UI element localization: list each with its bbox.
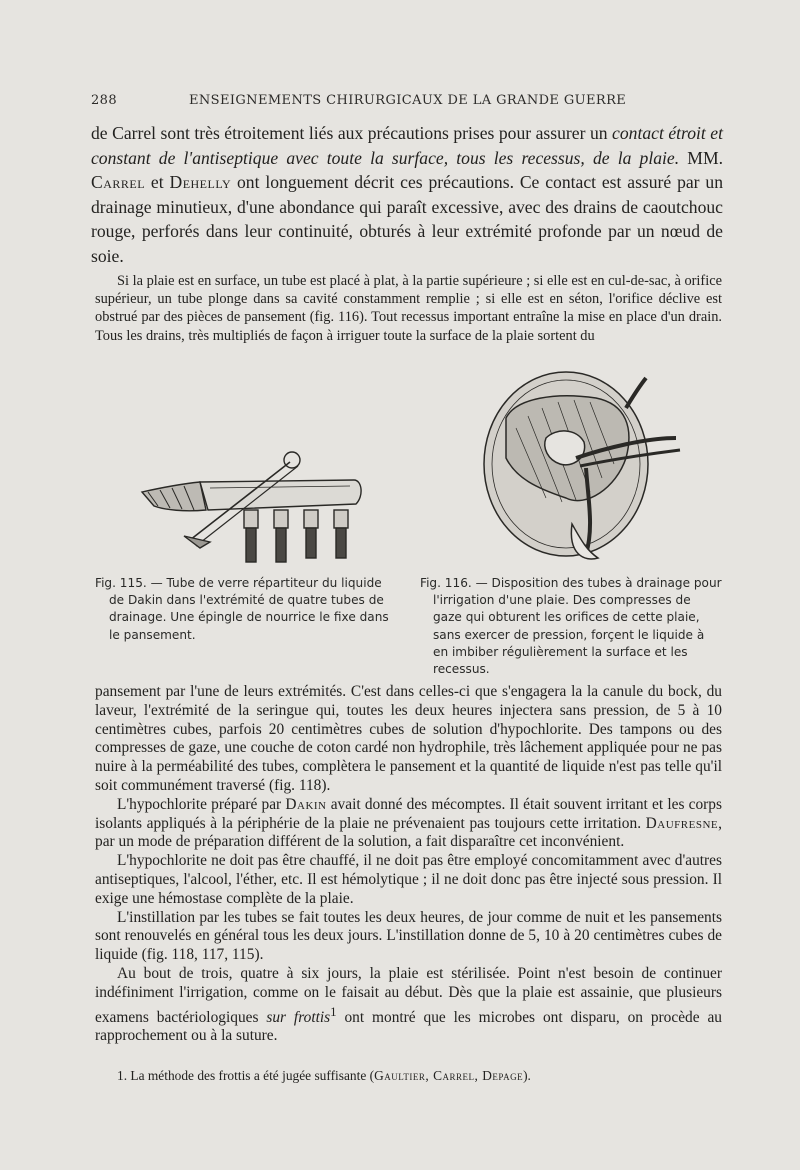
footnote-marker: 1 <box>330 1004 337 1019</box>
paragraph-instillation: L'instillation par les tubes se fait toutes les deux heures, de jour comme de nuit et les pansements sont renouvelés en général tous les deux jours. L'instillation donne de 5, 10 à 20 centimètres cubes de liquide (fig. 118, 117, 115). <box>95 908 722 964</box>
author-name: Daufresne <box>645 814 719 832</box>
figure-115-caption: Fig. 115. — Tube de verre répartiteur du liquide de Dakin dans l'extrémité de quatre tubes de drainage. Une épingle de nourrice le fixe dans le pansement. <box>95 576 389 642</box>
author-name: Dehelly <box>169 172 232 192</box>
paragraph-sterilisation: Au bout de trois, quatre à six jours, la plaie est stérilisée. Point n'est besoin de continuer indéfiniment l'irrigation, comme on le faisait au début. Dès que la plaie est assainie, que plusieurs examens bactériologiques sur frottis$^1$ ont montré que les microbes ont disparu, on procède au rapprochement ou à la suture. <box>95 964 722 1045</box>
page-number: 288 <box>91 93 118 108</box>
emphasis-text: contact étroit et constant de l'antiseptique avec toute la surface, tous les recessus, de la plaie. <box>91 123 723 168</box>
footnote: 1. La méthode des frottis a été jugée suffisante (Gaultier, Carrel, Depage). <box>117 1068 531 1083</box>
author-names: Gaultier, Carrel, Depage <box>374 1068 524 1083</box>
lead-paragraph: de Carrel sont très étroitement liés aux précautions prises pour assurer un contact étroit et constant de l'antiseptique avec toute la surface, tous les recessus, de la plaie. MM. Carrel et Dehelly ont longuement décrit ces précautions. Ce contact est assuré par un drainage minutieux, d'une abondance qui paraît excessive, avec des drains de caoutchouc rouge, perforés dans leur continuité, obturés à leur extrémité profonde par un nœud de soie. <box>91 123 723 266</box>
continuation-text <box>95 683 722 1046</box>
paragraph-hypochlorite: L'hypochlorite préparé par Dakin avait donné des mécomptes. Il était souvent irritant et les corps isolants appliqués à la périphérie de la plaie ne prévenaient pas toujours cette irritation. Daufresne, par un mode de préparation différent de la solution, a fait disparaître cet inconvénient. <box>95 795 722 851</box>
running-title: ENSEIGNEMENTS CHIRURGICAUX DE LA GRANDE GUERRE <box>189 93 627 108</box>
figure-116-caption: Fig. 116. — Disposition des tubes à drainage pour l'irrigation d'une plaie. Des compresses de gaze qui obturent les orifices de cette plaie, sans exercer de pression, forçent le liquide à en imbiber régulièrement la surface et les recessus. <box>420 576 722 677</box>
paragraph-drains: Si la plaie est en surface, un tube est placé à plat, à la partie supérieure ; si elle est en cul-de-sac, à orifice supérieur, un tube plonge dans sa cavité constamment remplie ; si elle est en séton, l'orifice déclive est obstrué par des pièces de pansement (fig. 116). Tout recessus important entraîne la mise en place d'un drain. Tous les drains, très multipliés de façon à irriguer toute la surface de la plaie sortent du <box>95 273 722 344</box>
figure-115-illustration <box>140 440 370 570</box>
author-name: Dakin <box>285 795 327 813</box>
figure-116-illustration <box>476 368 692 568</box>
paragraph-precautions: L'hypochlorite ne doit pas être chauffé, il ne doit pas être employé concomitamment avec d'autres antiseptiques, l'alcool, l'éther, etc. Il est hémolytique ; il ne doit donc pas être injecté sous pression. Il exige une hémostase complète de la plaie. <box>95 852 722 907</box>
emphasis-text: sur frottis <box>266 1008 331 1026</box>
author-name: Carrel <box>91 172 146 192</box>
paragraph-irrigation: pansement par l'une de leurs extrémités. C'est dans celles-ci que s'engagera la la canule du bock, du laveur, l'extrémité de la seringue qui, toutes les deux heures injectera sans pression, de 5 à 10 centimètres cubes, parfois 20 centimètres cubes de solution d'hypochlorite. Des tampons ou des compresses de gaze, une couche de coton cardé non hydrophile, très lâchement appliquée pour ne pas nuire à la perméabilité des tubes, complètera le pansement et la quantité de liquide n'est pas telle qu'il soit communément traversé (fig. 118). <box>95 683 722 794</box>
